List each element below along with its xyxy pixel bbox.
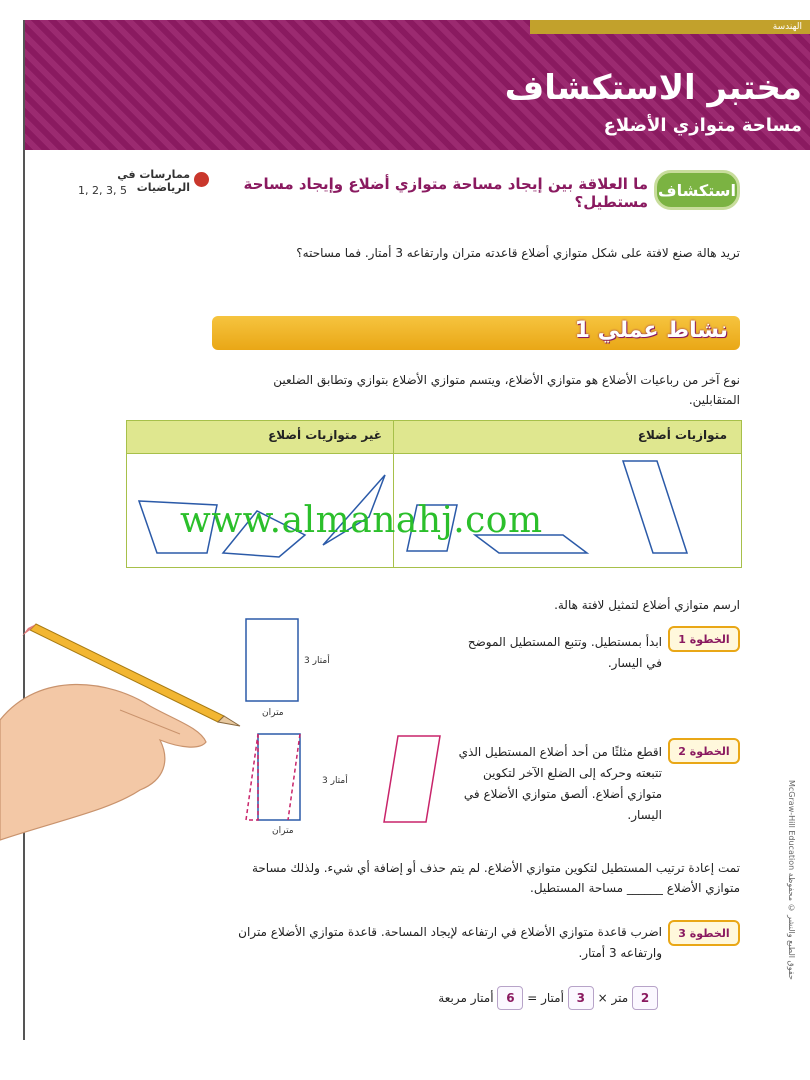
intro-text: تريد هالة صنع لافتة على شكل متوازي أضلاع قاعدته متران وارتفاعه 3 أمتار. فما مساحته؟ (296, 246, 740, 260)
section-strip (530, 20, 810, 34)
equation-result-unit: أمتار مربعة (438, 991, 494, 1005)
step-2-parallelogram (384, 736, 440, 822)
equation-height-box: 3 (568, 986, 594, 1010)
area-equation (398, 986, 658, 1012)
step-1-text: ابدأ بمستطيل. وتتبع المستطيل الموضح في اليسار. (467, 635, 662, 670)
activity-banner (212, 316, 740, 350)
step-2-base-label: متران (272, 826, 294, 836)
equation-base-box: 2 (632, 986, 658, 1010)
page-left-rule (23, 20, 25, 1040)
practice-label: ممارسات في الرياضيات (117, 168, 190, 194)
lab-subtitle: مساحة متوازي الأضلاع (603, 115, 802, 136)
lab-title: مختبر الاستكشاف (504, 68, 802, 108)
step-2-badge: الخطوة 2 (668, 738, 740, 764)
header-not-parallelograms: غير متوازيات أضلاع (268, 428, 382, 442)
step-1-badge: الخطوة 1 (668, 626, 740, 652)
parallelogram-tall-shape (623, 461, 687, 553)
step-1-rectangle (246, 619, 298, 701)
header-parallelograms: متوازيات أضلاع (637, 428, 727, 442)
step-1-height-label: 3 أمتار (304, 656, 330, 666)
header-banner (25, 20, 810, 150)
conclusion-sentence: تمت إعادة ترتيب المستطيل لتكوين متوازي الأضلاع. لم يتم حذف أو إضافة أي شيء. ولذلك مساحة متوازي الأضلاع ______ مساحة المستطيل. (251, 861, 740, 895)
step-3-text: اضرب قاعدة متوازي الأضلاع في ارتفاعه لإيجاد المساحة. قاعدة متوازي الأضلاع متران وارتفاعه 3 أمتار. (238, 925, 662, 960)
explore-badge: استكشاف (654, 170, 740, 210)
equation-base-unit: متر (611, 991, 629, 1005)
step-2-height-label: 3 أمتار (322, 776, 348, 786)
section-label: الهندسة (772, 22, 802, 32)
step-1-base-label: متران (262, 708, 284, 718)
shapes-table (126, 420, 742, 568)
equation-result-box: 6 (497, 986, 523, 1010)
side-credit: McGraw-Hill Education حقوق الطبع والنشر © محفوظة (787, 780, 796, 980)
step-2-text: اقطع مثلثًا من أحد أضلاع المستطيل الذي تتبعته وحركه إلى الضلع الآخر لتكوين متوازي أضلاع. ألصق متوازي الأضلاع في اليسار. (458, 745, 662, 822)
equation-height-unit: أمتار (541, 991, 564, 1005)
step-3-badge: الخطوة 3 (668, 920, 740, 946)
practice-icon (194, 172, 209, 187)
hand-pencil-illustration (0, 610, 250, 860)
practice-numbers: 1, 2, 3, 5 (78, 184, 127, 197)
instruction-text: ارسم متوازي أضلاع لتمثيل لافتة هالة. (554, 598, 740, 612)
hand-shape (0, 684, 206, 840)
step-2-cut-line (288, 734, 300, 820)
activity-paragraph: نوع آخر من رباعيات الأضلاع هو متوازي الأضلاع، ويتسم متوازي الأضلاع بتوازي وتطابق الضلعين المتقابلين. (273, 373, 740, 407)
equation-equals: = (527, 991, 538, 1005)
watermark: www.almanahj.com (180, 500, 543, 541)
equation-times: × (597, 991, 608, 1005)
explore-question: ما العلاقة بين إيجاد مساحة متوازي أضلاع وإيجاد مساحة مستطيل؟ (243, 175, 648, 211)
activity-title: نشاط عملي 1 (574, 318, 728, 343)
